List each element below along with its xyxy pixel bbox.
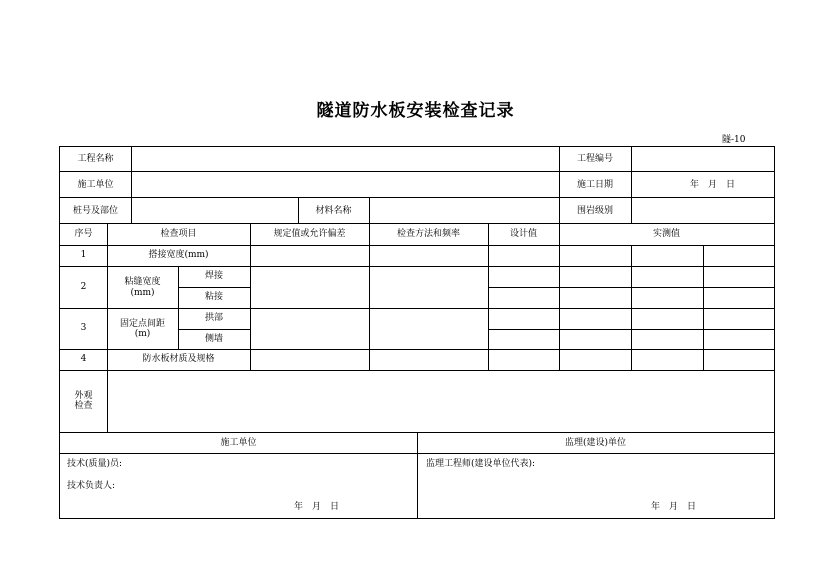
- grid-line: [178, 287, 250, 288]
- row2-item-line1: 粘缝宽度: [124, 277, 161, 287]
- col-method: 检查方法和频率: [396, 229, 460, 239]
- grid-line: [60, 245, 774, 246]
- grid-line: [559, 223, 560, 370]
- document-title: 隧道防水板安装检查记录: [316, 101, 515, 121]
- row2-sub1: 焊接: [204, 271, 223, 281]
- row2-sub2: 粘接: [204, 292, 223, 302]
- appearance-line1: 外观: [74, 391, 93, 401]
- grid-line: [488, 223, 489, 370]
- footer-constructor-unit: 施工单位: [220, 438, 257, 448]
- row3-item-line1: 固定点间距: [119, 319, 165, 329]
- grid-line: [60, 308, 774, 309]
- row3-item-line2: (m): [134, 329, 151, 339]
- form-code: 隧-10: [722, 135, 746, 145]
- row2-no: 2: [80, 282, 87, 292]
- grid-line: [369, 223, 370, 370]
- grid-line: [60, 266, 774, 267]
- tech-quality-label: 技术(质量)员:: [67, 459, 123, 469]
- col-design: 设计值: [509, 229, 537, 239]
- footer-date-left: 年 月 日: [294, 502, 340, 512]
- grid-line: [60, 171, 774, 172]
- grid-line: [60, 349, 774, 350]
- row2-item-line2: (mm): [130, 288, 155, 298]
- project-name-label: 工程名称: [77, 154, 114, 164]
- supervisor-engineer-label: 监理工程师(建设单位代表):: [426, 459, 536, 469]
- grid-line: [631, 245, 632, 370]
- construction-date-value: 年 月 日: [689, 180, 735, 190]
- inspection-form: [59, 146, 775, 519]
- footer-supervisor-unit: 监理(建设)单位: [564, 438, 627, 448]
- row3-no: 3: [80, 323, 87, 333]
- station-label: 桩号及部位: [72, 206, 118, 216]
- grid-line: [131, 147, 132, 223]
- grid-line: [178, 329, 250, 330]
- tech-lead-label: 技术负责人:: [67, 481, 116, 491]
- grid-line: [369, 197, 370, 223]
- row3-sub1: 拱部: [204, 313, 223, 323]
- col-item: 检查项目: [160, 229, 197, 239]
- grid-line: [250, 223, 251, 370]
- col-no: 序号: [74, 229, 93, 239]
- row4-no: 4: [80, 354, 87, 364]
- row4-item: 防水板材质及规格: [142, 354, 215, 364]
- col-tolerance: 规定值或允许偏差: [273, 229, 346, 239]
- grid-line: [703, 245, 704, 370]
- row1-item: 搭接宽度(mm): [148, 250, 209, 260]
- construction-date-label: 施工日期: [576, 180, 613, 190]
- grid-line: [60, 223, 774, 224]
- col-measured: 实测值: [652, 229, 680, 239]
- constructor-label: 施工单位: [77, 180, 114, 190]
- material-label: 材料名称: [315, 206, 352, 216]
- rock-grade-label: 围岩级别: [576, 206, 613, 216]
- row3-sub2: 侧墙: [204, 334, 223, 344]
- row1-no: 1: [80, 250, 87, 260]
- appearance-line2: 检查: [74, 401, 93, 411]
- footer-date-right: 年 月 日: [651, 502, 697, 512]
- grid-line: [60, 197, 774, 198]
- project-no-label: 工程编号: [576, 154, 613, 164]
- grid-line: [60, 370, 774, 371]
